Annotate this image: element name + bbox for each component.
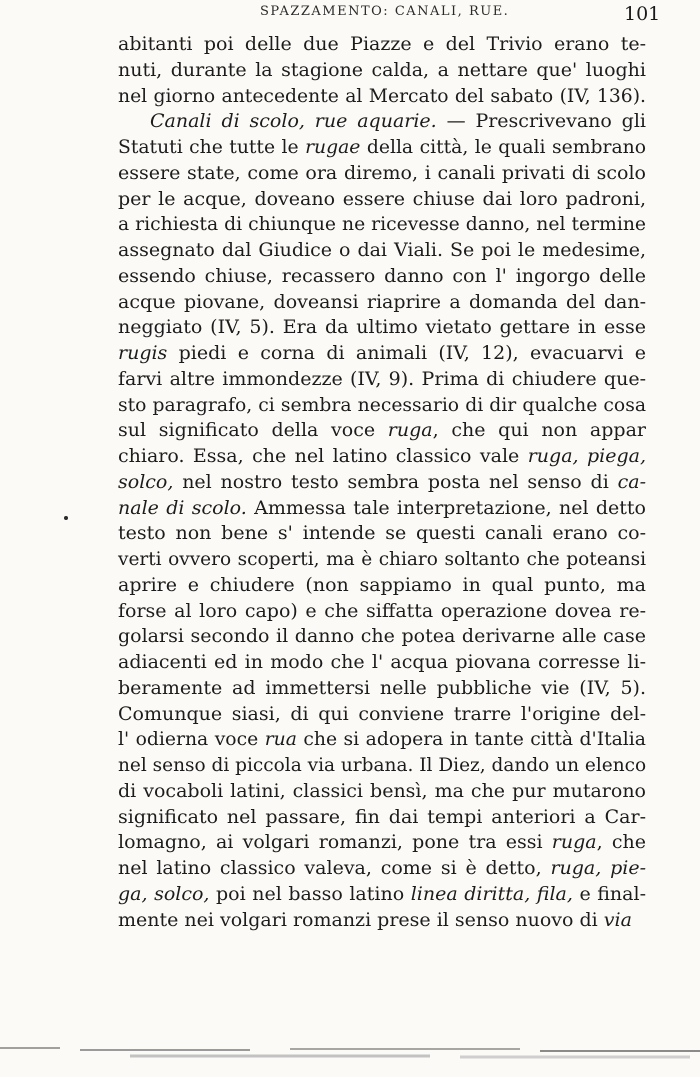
text-span: nel nostro testo sembra posta nel senso di <box>173 470 618 493</box>
italic-term: ruga <box>387 419 433 442</box>
text-span: chiaro. Essa, che nel latino classico vale <box>118 445 528 467</box>
text-line <box>118 547 646 573</box>
text-span: — Prescrivevano gli <box>436 110 646 133</box>
text-line <box>118 393 646 419</box>
text-span: piedi e corna di animali (IV, 12), evacuarvi e <box>167 342 646 364</box>
page-number: 101 <box>624 3 661 25</box>
text-span: nuti, durante la stagione calda, a nettare que' luoghi <box>118 58 646 81</box>
text-span: neggiato (IV, 5). Era da ultimo vietato gettare in esse <box>118 316 646 339</box>
text-span: della città, le quali sembrano <box>360 137 646 158</box>
text-line <box>118 315 646 341</box>
text-line <box>118 367 646 393</box>
text-span: lomagno, ai volgari romanzi, pone tra essi <box>118 831 552 854</box>
italic-term: ruga, pie- <box>550 857 646 879</box>
text-span: essendo chiuse, recassero danno con l' ingorgo delle <box>118 264 646 287</box>
text-line <box>118 470 646 496</box>
italic-term: rua <box>264 729 297 751</box>
italic-term: ruga <box>551 831 597 854</box>
text-span: che si adopera in tante città d'Italia <box>296 729 646 751</box>
text-span: significato nel passare, fin dai tempi anteriori a Car- <box>118 805 646 828</box>
text-span: nel latino classico valeva, come si è detto, <box>118 857 551 879</box>
text-line <box>118 444 646 470</box>
text-line <box>118 290 646 316</box>
text-line <box>118 238 646 264</box>
text-span: Ammessa tale interpretazione, nel detto <box>246 496 646 519</box>
text-line <box>118 856 646 882</box>
text-line <box>118 521 646 547</box>
text-span: e final- <box>572 882 646 905</box>
text-line <box>118 573 646 599</box>
text-span: nel senso di piccola via urbana. Il Diez, dando un elenco <box>118 755 647 776</box>
text-span: aprire e chiudere (non sappiamo in qual punto, ma <box>118 573 646 596</box>
running-head: SPAZZAMENTO: CANALI, RUE. <box>260 4 510 19</box>
text-span: farvi altre immondezze (IV, 9). Prima di chiudere que- <box>118 367 646 390</box>
text-line <box>118 805 646 831</box>
text-span: abitanti poi delle due Piazze e del Trivio erano te- <box>118 33 646 55</box>
body-text <box>118 32 646 933</box>
italic-term: rugae <box>305 137 361 158</box>
text-line <box>118 779 646 805</box>
text-line <box>118 599 646 625</box>
text-line <box>118 32 646 58</box>
text-span: Comunque siasi, di qui conviene trarre l'origine del- <box>118 702 646 725</box>
text-span: adiacenti ed in modo che l' acqua piovana corresse li- <box>118 651 646 673</box>
text-line <box>118 135 646 161</box>
text-span: golarsi secondo il danno che potea derivarne alle case <box>118 625 646 648</box>
italic-term: rugis <box>118 342 168 364</box>
italic-term: nale di scolo. <box>118 496 247 519</box>
text-span: mente nei volgari romanzi prese il senso nuovo di <box>118 908 604 931</box>
italic-term: ruga, piega, <box>527 445 646 467</box>
text-span: Statuti che tutte le <box>118 137 306 158</box>
text-span: , che <box>596 831 646 854</box>
text-line <box>118 753 646 779</box>
margin-mark <box>64 516 68 520</box>
text-span: sto paragrafo, ci sembra necessario di dir qualche cosa <box>118 394 646 416</box>
page-bottom-edge <box>0 1042 700 1064</box>
text-span: acque piovane, doveansi riaprire a domanda del dan- <box>118 290 646 313</box>
text-line <box>118 650 646 676</box>
text-span: essere state, come ora diremo, i canali privati di scolo <box>118 161 646 184</box>
text-span: poi nel basso latino <box>209 882 411 905</box>
text-line <box>118 418 646 444</box>
text-span: testo non bene s' intende se questi canali erano co- <box>118 522 646 545</box>
italic-term: via <box>603 908 632 931</box>
text-line <box>118 161 646 187</box>
text-line <box>118 882 646 908</box>
text-span: a richiesta di chiunque ne ricevesse danno, nel termine <box>118 214 646 236</box>
text-span: beramente ad immettersi nelle pubbliche vie (IV, 5). <box>118 676 646 699</box>
text-line <box>118 58 646 84</box>
text-span: sul significato della voce <box>118 419 388 442</box>
text-span: assegnato dal Giudice o dai Viali. Se poi le medesime, <box>118 239 646 261</box>
text-line <box>118 496 646 522</box>
text-span: verti ovvero scoperti, ma è chiaro soltanto che poteansi <box>118 549 646 570</box>
text-line <box>118 624 646 650</box>
text-line <box>118 264 646 290</box>
italic-term: solco, <box>118 470 174 493</box>
text-line <box>118 676 646 702</box>
text-span: nel giorno antecedente al Mercato del sabato (IV, 136). <box>118 85 646 107</box>
italic-term: ca- <box>617 470 646 493</box>
text-span: di vocaboli latini, classici bensì, ma che pur mutarono <box>118 779 646 802</box>
text-line <box>118 187 646 213</box>
text-span: forse al loro capo) e che siffatta operazione dovea re- <box>118 599 646 622</box>
text-line <box>118 830 646 856</box>
text-line <box>118 702 646 728</box>
text-line <box>118 84 646 110</box>
text-span: l' odierna voce <box>118 729 265 751</box>
italic-term: Canali di scolo, rue aquarie. <box>150 110 437 133</box>
italic-term: linea diritta, fila, <box>410 882 573 905</box>
italic-term: ga, solco, <box>118 882 210 905</box>
text-line <box>118 212 646 238</box>
text-line <box>118 109 646 135</box>
text-line <box>118 341 646 367</box>
text-line <box>118 908 646 934</box>
text-span: , che qui non appar <box>432 419 646 442</box>
text-line <box>118 727 646 753</box>
text-span: per le acque, doveano essere chiuse dai loro padroni, <box>118 187 646 210</box>
